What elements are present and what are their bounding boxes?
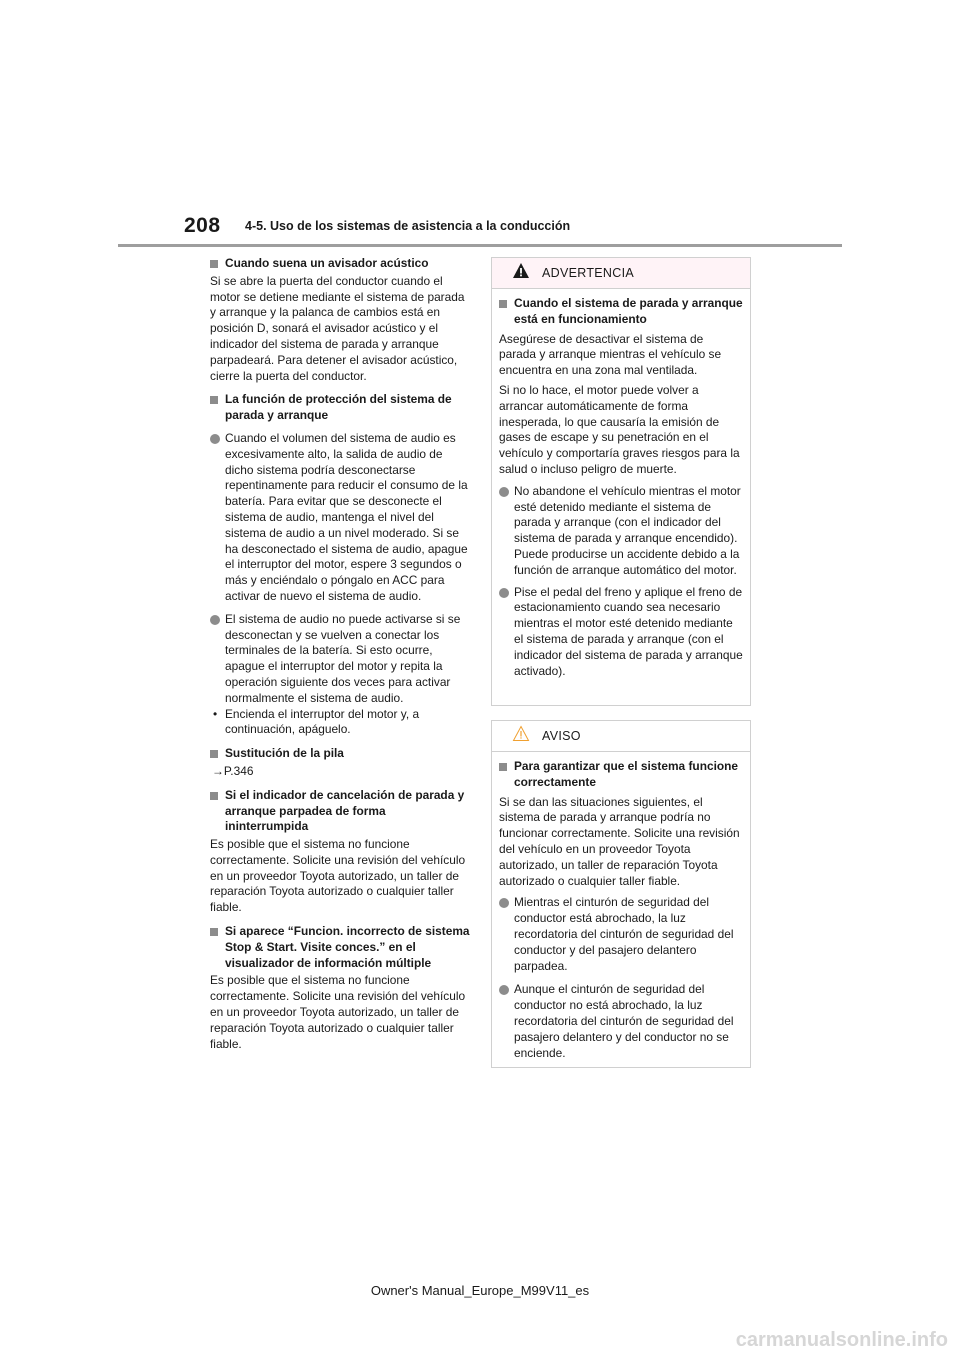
- square-bullet-icon: [210, 750, 218, 758]
- section-heading: Para garantizar que el sistema funcione correctamente: [499, 759, 743, 791]
- notice-section: [499, 759, 743, 1061]
- bullet-item: Mientras el cinturón de seguridad del conductor está abrochado, la luz recordatoria del cinturón de seguridad del conductor y del pasajero delantero parpadea.: [499, 895, 743, 974]
- circle-bullet-icon: [499, 487, 509, 497]
- paragraph: Si se abre la puerta del conductor cuando el motor se detiene mediante el sistema de parada y arranque y la palanca de cambios está en posición D, sonará el avisador acústico y el indicador del sistema de parada y arranque parpadeará. Para detener el avisador acústico, cierre la puerta del conductor.: [210, 273, 465, 383]
- section-heading: Cuando suena un avisador acústico: [210, 256, 470, 272]
- bullet-item: Pise el pedal del freno y aplique el freno de estacionamiento cuando sea necesario mientras el motor esté detenido mediante el sistema de parada y arranque (con el indicador del sistema de parada y arranque activado).: [499, 585, 743, 680]
- page-reference-link[interactable]: →P.346: [212, 763, 254, 778]
- footer-text: Owner's Manual_Europe_M99V11_es: [370, 1283, 590, 1298]
- bullet-item: Aunque el cinturón de seguridad del conductor no está abrochado, la luz recordatoria del cinturón de seguridad del pasajero delantero y del conductor no se enciende.: [499, 982, 743, 1061]
- square-bullet-icon: [210, 396, 218, 404]
- section-indicator-flashing: [210, 788, 470, 916]
- left-column: [210, 256, 470, 1060]
- square-bullet-icon: [210, 928, 218, 936]
- square-bullet-icon: [499, 763, 507, 771]
- page-number: 208: [184, 214, 221, 237]
- bullet-item: Cuando el volumen del sistema de audio es excesivamente alto, la salida de audio de dicho sistema podría desconectarse repentinamente para reducir el consumo de la batería. Para evitar que se desconecte el sistema de audio, mantenga el nivel del sistema de audio a un nivel moderado. Si se ha desconectado el sistema de audio, apague el interruptor del motor, espere 3 segundos o más y enciéndalo o póngalo en ACC para activar de nuevo el sistema de audio.: [210, 431, 470, 605]
- warning-triangle-icon: [512, 262, 530, 279]
- paragraph: Si se dan las situaciones siguientes, el sistema de parada y arranque podría no funcionar correctamente. Solicite una revisión del vehículo en un proveedor Toyota autorizado, un taller de reparación Toyota autorizado o cualquier taller fiable.: [499, 794, 740, 888]
- sub-bullet-item: • Encienda el interruptor del motor y, a continuación, apáguelo.: [213, 706, 420, 737]
- section-title: 4-5. Uso de los sistemas de asistencia a la conducción: [245, 219, 571, 233]
- notice-header: [492, 721, 750, 752]
- circle-bullet-icon: [499, 588, 509, 598]
- warning-title: ADVERTENCIA: [542, 266, 634, 280]
- notice-title: AVISO: [542, 729, 581, 743]
- paragraph: Es posible que el sistema no funcione correctamente. Solicite una revisión del vehículo en un proveedor Toyota autorizado, un taller de reparación Toyota autorizado o cualquier taller fiable.: [210, 837, 466, 915]
- square-bullet-icon: [210, 792, 218, 800]
- watermark: carmanualsonline.info: [735, 1329, 948, 1351]
- circle-bullet-icon: [499, 985, 509, 995]
- warning-header: [492, 258, 750, 289]
- paragraph: Asegúrese de desactivar el sistema de parada y arranque mientras el vehículo se encuentra en una zona mal ventilada.: [499, 331, 722, 378]
- section-heading: Si aparece “Funcion. incorrecto de sistema Stop & Start. Visite conces.” en el visualizador de información múltiple: [210, 924, 470, 971]
- section-heading: Si el indicador de cancelación de parada y arranque parpadea de forma ininterrumpida: [210, 788, 470, 835]
- notice-body: [492, 752, 750, 1061]
- paragraph: Es posible que el sistema no funcione correctamente. Solicite una revisión del vehículo en un proveedor Toyota autorizado, un taller de reparación Toyota autorizado o cualquier taller fiable.: [210, 973, 466, 1051]
- section-heading: Sustitución de la pila: [210, 746, 470, 762]
- section-heading: Cuando el sistema de parada y arranque está en funcionamiento: [499, 296, 743, 328]
- warning-section: [499, 296, 743, 679]
- section-battery-replacement: [210, 746, 470, 780]
- square-bullet-icon: [210, 260, 218, 268]
- warning-box: [491, 257, 751, 706]
- section-malfunction-message: [210, 924, 470, 1052]
- notice-box: [491, 720, 751, 1068]
- paragraph: Si no lo hace, el motor puede volver a arrancar automáticamente de forma inesperada, lo que causaría la emisión de gases de escape y su penetración en el vehículo y comportaría graves riesgos para la salud o incluso peligro de muerte.: [499, 382, 740, 476]
- square-bullet-icon: [499, 300, 507, 308]
- bullet-item: No abandone el vehículo mientras el motor esté detenido mediante el sistema de parada y arranque (con el indicador del sistema de parada y arranque encendido). Puede producirse un accidente debido a la función de arranque automático del motor.: [499, 484, 743, 579]
- section-audible-alarm: [210, 256, 470, 384]
- bullet-item: El sistema de audio no puede activarse si se desconectan y se vuelven a conectar los terminales de la batería. Si esto ocurre, apague el interruptor del motor y repita la operación siguiente dos veces para activar normalmente el sistema de audio.: [210, 612, 470, 707]
- circle-bullet-icon: [499, 898, 509, 908]
- caution-triangle-icon: [512, 725, 530, 742]
- header-divider: [118, 244, 842, 247]
- section-heading: La función de protección del sistema de parada y arranque: [210, 392, 470, 424]
- section-protection-function: [210, 392, 470, 738]
- circle-bullet-icon: [210, 615, 220, 625]
- small-bullet-icon: •: [213, 706, 218, 721]
- circle-bullet-icon: [210, 434, 220, 444]
- warning-body: [492, 289, 750, 679]
